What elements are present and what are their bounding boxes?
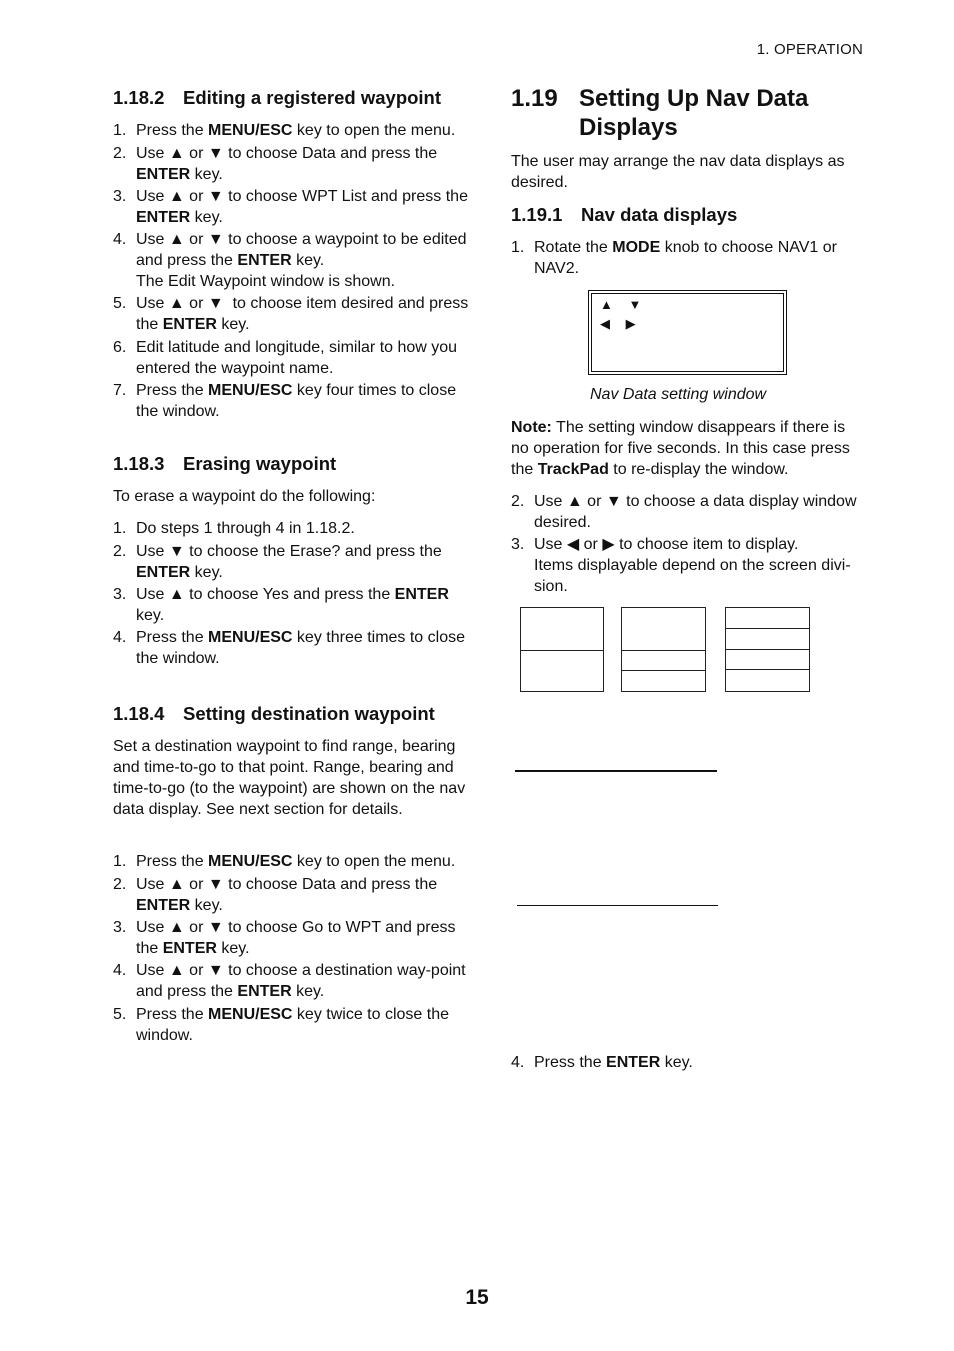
step-text: Press the MENU/ESC key to open the menu.: [136, 853, 456, 870]
step-text: Press the ENTER key.: [534, 1054, 693, 1071]
divider-line: [515, 770, 717, 772]
section-title: Erasing waypoint: [183, 453, 337, 474]
step-number: 3.: [113, 919, 127, 936]
figure-caption: Nav Data setting window: [590, 386, 767, 403]
step-number: 5.: [113, 295, 127, 312]
step-number: 1.: [511, 239, 525, 256]
division-diagram-2: [520, 607, 604, 692]
step-number: 3.: [113, 188, 127, 205]
step-number: 1.: [113, 122, 127, 139]
intro-1-18-4: Set a destination waypoint to find range, bearing and time-to-go to that point. Range, bearing and time-to-go (to the waypoint) are shown on the nav data display. See next section for details.: [113, 738, 466, 818]
section-title: Editing a registered waypoint: [183, 87, 442, 108]
heading-1-18-2: [113, 87, 441, 109]
division-cell: [726, 670, 809, 690]
intro-1-18-3: To erase a waypoint do the following:: [113, 488, 376, 505]
page-number: 15: [465, 1286, 489, 1309]
step-number: 4.: [113, 231, 127, 248]
heading-1-18-4: [113, 703, 435, 725]
section-number: 1.19: [511, 85, 558, 112]
nav-data-setting-window: [588, 290, 787, 375]
step-number: 1.: [113, 520, 127, 537]
step-text: Edit latitude and longitude, similar to how you entered the waypoint name.: [136, 339, 458, 377]
division-diagram-4: [725, 607, 810, 692]
step-text: Press the MENU/ESC key three times to close the window.: [136, 629, 465, 667]
step-number: 2.: [113, 145, 127, 162]
step-number: 4.: [113, 629, 127, 646]
step-text: Press the MENU/ESC key twice to close the window.: [136, 1006, 449, 1044]
left-right-arrow-icons: ◀ ▶: [600, 316, 642, 331]
step-text: Rotate the MODE knob to choose NAV1 or NAV2.: [534, 239, 837, 277]
heading-1-19: [511, 84, 871, 144]
division-cell: [622, 671, 705, 691]
step-text: Use ▲ or ▼ to choose WPT List and press the ENTER key.: [136, 188, 468, 226]
step-number: 2.: [113, 876, 127, 893]
nav-data-setting-window-frame: [591, 293, 784, 372]
up-down-arrow-icons: ▲ ▼: [600, 297, 648, 312]
step-text: Use ▲ or ▼ to choose Data and press the ENTER key.: [136, 876, 438, 914]
step-number: 2.: [113, 543, 127, 560]
section-number: 1.18.2: [113, 87, 165, 108]
step-number: 4.: [511, 1054, 525, 1071]
division-cell: [521, 651, 603, 691]
section-title: Setting destination waypoint: [183, 703, 435, 724]
division-cell: [521, 608, 603, 651]
step-number: 1.: [113, 853, 127, 870]
step-text: Use ▲ or ▼ to choose a destination way-point and press the ENTER key.: [136, 962, 466, 1000]
step-number: 2.: [511, 493, 525, 510]
heading-1-18-3: [113, 453, 336, 475]
step-number: 4.: [113, 962, 127, 979]
step-text: Press the MENU/ESC key four times to close the window.: [136, 382, 457, 420]
step-number: 7.: [113, 382, 127, 399]
step-text: Use ▲ or ▼ to choose Data and press the ENTER key.: [136, 145, 438, 183]
division-cell: [726, 650, 809, 670]
section-number: 1.19.1: [511, 204, 563, 225]
step-text: Use ▲ or ▼ to choose item desired and press the ENTER key.: [136, 295, 469, 333]
step-text: Use ▲ or ▼ to choose a waypoint to be edited and press the ENTER key. The Edit Waypoint window is shown.: [136, 231, 467, 290]
intro-1-19: The user may arrange the nav data displays as desired.: [511, 153, 845, 191]
section-number: 1.18.3: [113, 453, 165, 474]
division-cell: [726, 608, 809, 629]
note: Note: The setting window disappears if there is no operation for five seconds. In this case press the TrackPad to re-display the window.: [511, 419, 850, 478]
step-text: Use ◀ or ▶ to choose item to display. Items displayable depend on the screen divi-sion.: [534, 536, 851, 595]
step-number: 6.: [113, 339, 127, 356]
step-number: 3.: [113, 586, 127, 603]
section-title: Setting Up Nav Data Displays: [579, 85, 809, 141]
step-number: 3.: [511, 536, 525, 553]
step-text: Use ▲ to choose Yes and press the ENTER key.: [136, 586, 449, 624]
page-header: 1. OPERATION: [756, 41, 863, 58]
section-title: Nav data displays: [581, 204, 738, 225]
division-cell: [726, 629, 809, 650]
step-number: 5.: [113, 1006, 127, 1023]
step-text: Do steps 1 through 4 in 1.18.2.: [136, 520, 355, 537]
step-text: Use ▲ or ▼ to choose a data display window desired.: [534, 493, 857, 531]
division-cell: [622, 651, 705, 671]
division-diagram-3: [621, 607, 706, 692]
step-text: Use ▼ to choose the Erase? and press the ENTER key.: [136, 543, 442, 581]
step-text: Press the MENU/ESC key to open the menu.: [136, 122, 456, 139]
divider-line: [517, 905, 718, 906]
section-number: 1.18.4: [113, 703, 165, 724]
step-text: Use ▲ or ▼ to choose Go to WPT and press the ENTER key.: [136, 919, 456, 957]
heading-1-19-1: [511, 204, 737, 226]
division-cell: [622, 608, 705, 651]
